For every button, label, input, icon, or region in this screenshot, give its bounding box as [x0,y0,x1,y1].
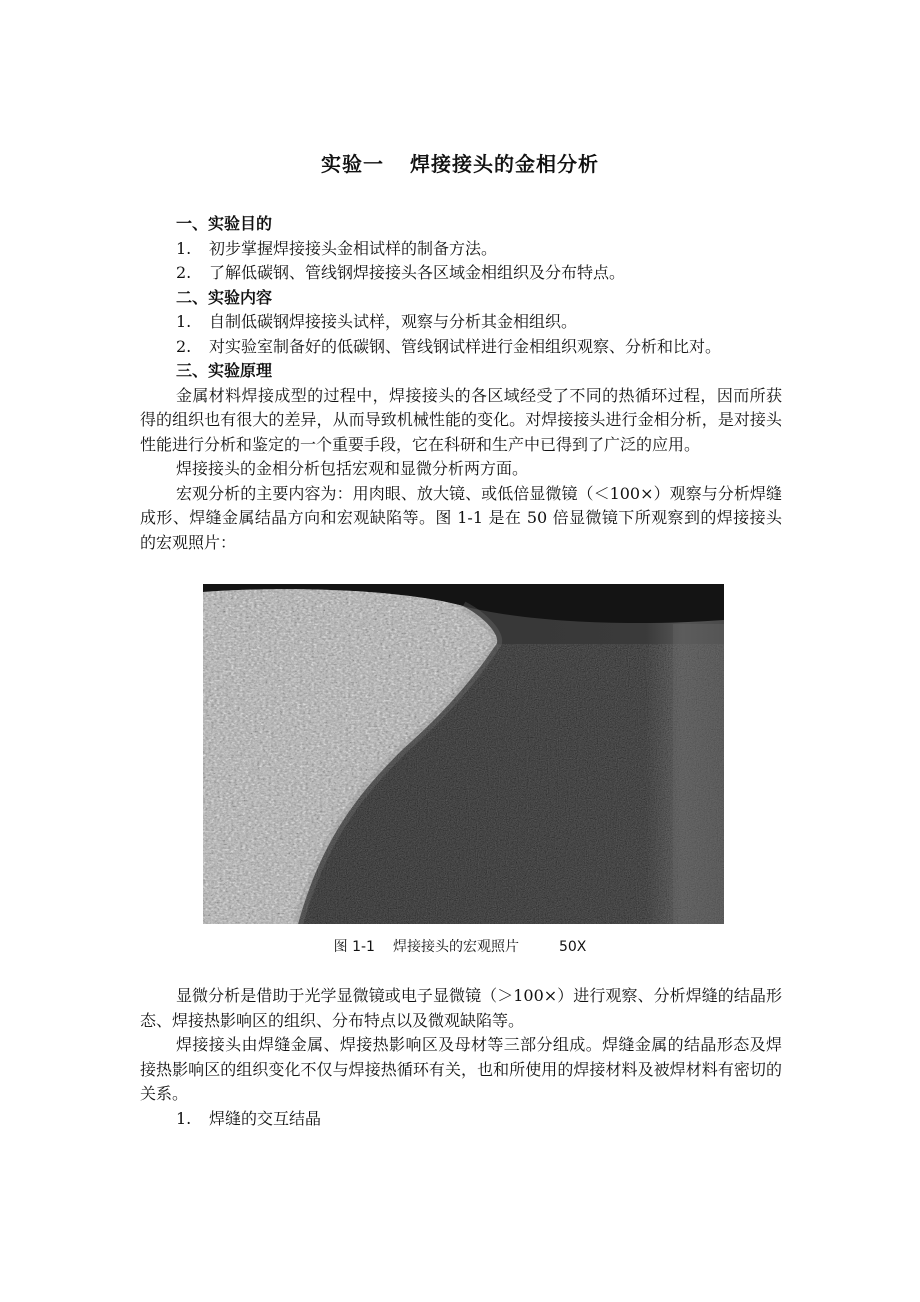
body-section-top [140,212,782,555]
section-heading-purpose: 一、实验目的 [176,214,273,233]
figure-caption [0,936,920,956]
weld-macro-photo-image [203,584,724,924]
figure-caption-magnification: 50X [558,939,587,955]
title-text: 焊接接头的金相分析 [410,152,599,176]
figure-caption-number: 图 1-1 [333,939,375,955]
list-item: 1. 初步掌握焊接接头金相试样的制备方法。 [176,238,498,258]
paragraph-analysis-types: 焊接接头的金相分析包括宏观和显微分析两方面。 [176,459,529,478]
figure-caption-text: 焊接接头的宏观照片 [392,939,519,955]
section-heading-content: 二、实验内容 [176,287,273,307]
paragraph-joint-composition: 焊接接头由焊缝金属、焊接热影响区及母材等三部分组成。焊缝金属的结晶形态及焊接热影响区的组织变化不仅与焊接热循环有关，也和所使用的焊接材料及被焊材料有密切的关系。 [140,1035,782,1103]
list-item: 1. 自制低碳钢焊接接头试样，观察与分析其金相组织。 [176,312,578,331]
subsection-heading: 1. 焊缝的交互结晶 [176,1108,322,1128]
list-item: 2. 了解低碳钢、管线钢焊接接头各区域金相组织及分布特点。 [176,263,626,282]
paragraph-intro: 金属材料焊接成型的过程中，焊接接头的各区域经受了不同的热循环过程，因而所获得的组织也有很大的差异，从而导致机械性能的变化。对焊接接头进行金相分析，是对接头性能进行分析和鉴定的一个重要手段，它在科研和生产中已得到了广泛的应用。 [140,385,782,454]
weld-macro-photo [203,584,724,924]
title-experiment-number: 实验一 [321,152,384,176]
body-section-bottom [140,984,782,1131]
paragraph-micro-analysis: 显微分析是借助于光学显微镜或电子显微镜（＞100×）进行观察、分析焊缝的结晶形态、焊接热影响区的组织、分布特点以及微观缺陷等。 [140,986,782,1030]
page-title [0,148,920,177]
section-heading-principle: 三、实验原理 [176,361,273,380]
list-item: 2. 对实验室制备好的低碳钢、管线钢试样进行金相组织观察、分析和比对。 [176,336,722,356]
paragraph-macro-analysis: 宏观分析的主要内容为：用肉眼、放大镜、或低倍显微镜（＜100×）观察与分析焊缝成形、焊缝金属结晶方向和宏观缺陷等。图 1-1 是在 50 倍显微镜下所观察到的焊接接头的宏观照片： [140,483,782,552]
